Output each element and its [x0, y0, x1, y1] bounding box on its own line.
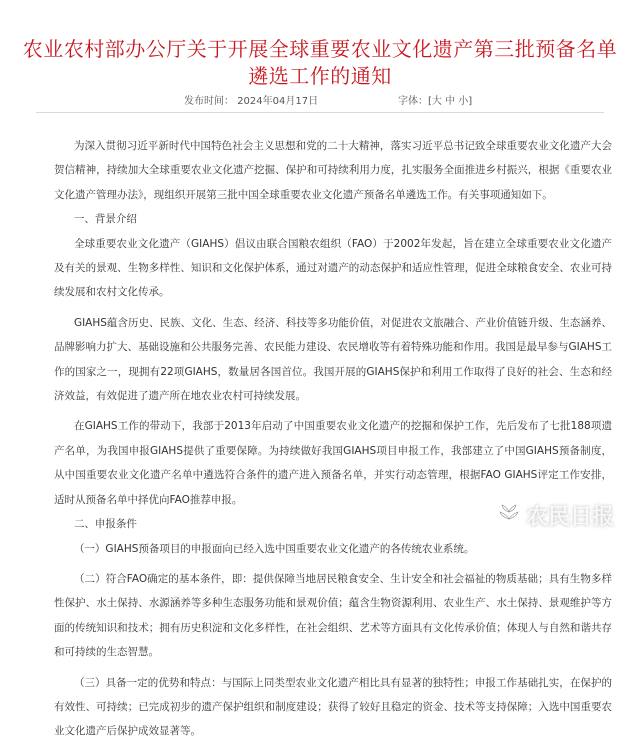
- section-heading-conditions: 二、申报条件: [73, 518, 137, 531]
- article-title-line-1: 农业农村部办公厅关于开展全球重要农业文化遗产第三批预备名单: [22, 37, 618, 61]
- font-size-switcher: [398, 94, 472, 110]
- font-size-label: 字体：: [398, 96, 428, 107]
- newspaper-watermark: [496, 501, 626, 535]
- font-size-medium-link[interactable]: 中: [445, 96, 456, 107]
- paragraph-china-giahs: 在GIAHS工作的带动下，我部于2013年启动了中国重要农业文化遗产的挖掘和保护工作，先后发布了七批188项遗产名单，为我国申报GIAHS提供了重要保障。为持续做好我国GIAHS项目申报工作，我部建立了中国GIAHS预备制度，从中国重要农业文化遗产名单中遴选符合条件的遗产进入预备名单，并实行动态管理，根据FAO GIAHS评定工作安排，适时从预备名单中择优向FAO推荐申报。: [54, 420, 612, 506]
- condition-item-2: （二）符合FAO确定的基本条件，即：提供保障当地居民粮食安全、生计安全和社会福祉的物质基础；具有生物多样性保护、水土保持、水源涵养等多种生态服务功能和景观价值；蕴含生物资源利用、农业生产、水土保持、景观维护等方面的传统知识和技术；拥有历史积淀和文化多样性，在社会组织、艺术等方面具有文化传承价值；体现人与自然和谐共存和可持续的生态智慧。: [54, 572, 612, 659]
- font-size-bracket-close: ]: [468, 96, 473, 107]
- condition-item-1: （一）GIAHS预备项目的申报面向已经入选中国重要农业文化遗产的各传统农业系统。: [73, 542, 475, 555]
- article-title-line-2: 遴选工作的通知: [248, 64, 392, 88]
- wheat-logo-icon: [496, 504, 522, 532]
- paragraph-giahs-value: GIAHS蕴含历史、民族、文化、生态、经济、科技等多功能价值，对促进农文旅融合、产业价值链升级、生态涵养、品牌影响力扩大、基础设施和公共服务完善、农民能力建设、农民增收等有着特殊功能和作用。我国是最早参与GIAHS工作的国家之一，现拥有22项GIAHS，数量居各国首位。我国开展的GIAHS保护和利用工作取得了良好的社会、生态和经济效益，有效促进了遗产所在地农业农村可持续发展。: [54, 316, 612, 403]
- font-size-bracket-open: [: [428, 96, 432, 107]
- title-divider: [36, 112, 604, 113]
- publish-info: [184, 94, 318, 110]
- intro-paragraph: 为深入贯彻习近平新时代中国特色社会主义思想和党的二十大精神，落实习近平总书记致全球重要农业文化遗产大会贺信精神，持续加大全球重要农业文化遗产挖掘、保护和可持续利用力度，扎实服务全面推进乡村振兴，根据《重要农业文化遗产管理办法》，现组织开展第三批中国全球重要农业文化遗产预备名单遴选工作。有关事项通知如下。: [54, 140, 612, 201]
- article-body: [54, 134, 615, 744]
- publish-label: 发布时间：: [184, 96, 234, 107]
- section-heading-background: 一、背景介绍: [73, 213, 137, 226]
- publish-date: 2024年04月17日: [237, 96, 319, 107]
- watermark-text: 农民日报: [526, 505, 615, 530]
- article-title: [0, 36, 640, 90]
- condition-item-3: （三）具备一定的优势和特点：与国际上同类型农业文化遗产相比具有显著的独特性；申报工作基础扎实，在保护的有效性、可持续；已完成初步的遗产保护组织和制度建设；获得了较好且稳定的资金、技术等支持保障；入选中国重要农业文化遗产后保护成效显著等。: [54, 676, 612, 738]
- font-size-small-link[interactable]: 小: [458, 96, 469, 107]
- paragraph-giahs-definition: 全球重要农业文化遗产（GIAHS）倡议由联合国粮农组织（FAO）于2002年发起，旨在建立全球重要农业文化遗产及有关的景观、生物多样性、知识和文化保护体系，通过对遗产的动态保护和适应性管理，促进全球粮食安全、农业可持续发展和农村文化传承。: [54, 237, 612, 299]
- font-size-large-link[interactable]: 大: [431, 96, 442, 107]
- article-meta: [0, 94, 640, 110]
